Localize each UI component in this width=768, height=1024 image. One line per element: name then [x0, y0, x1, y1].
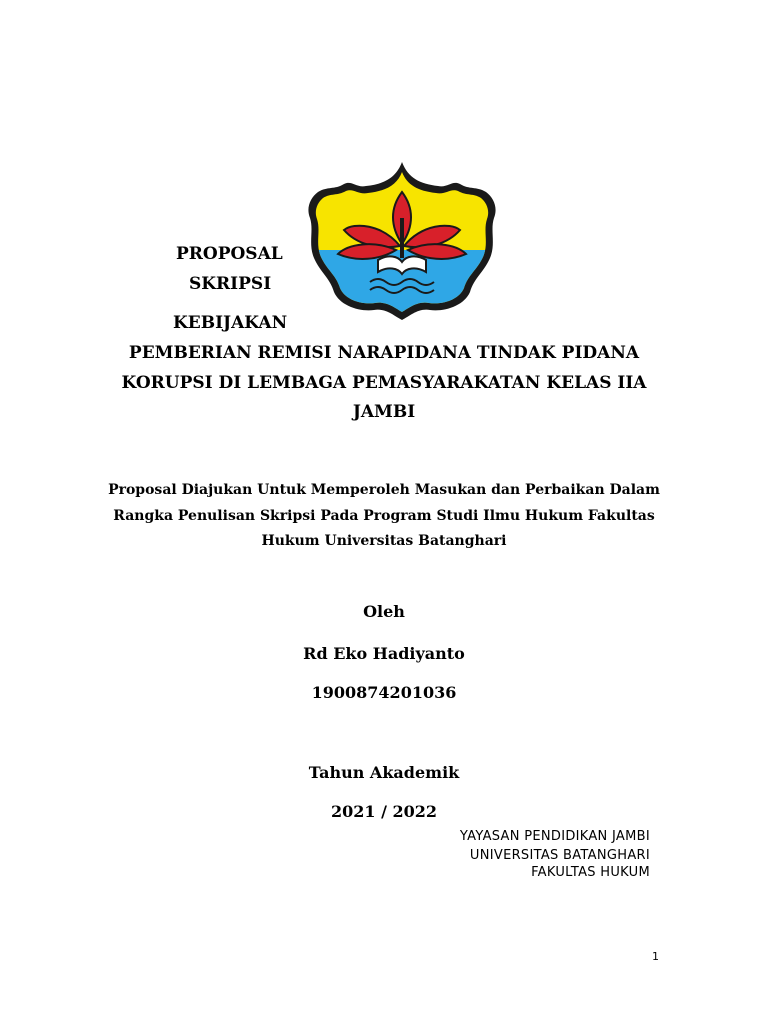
institution-faculty: FAKULTAS HUKUM: [531, 865, 650, 880]
author-name: Rd Eko Hadiyanto: [303, 644, 465, 663]
purpose-line-3: Hukum Universitas Batanghari: [261, 533, 507, 549]
title-lead: KEBIJAKAN: [173, 313, 288, 333]
university-logo: [304, 160, 500, 322]
academic-year-label: Tahun Akademik: [308, 763, 460, 782]
doc-subtype-label: SKRIPSI: [189, 274, 272, 294]
student-id: 1900874201036: [311, 683, 457, 702]
institution-university: UNIVERSITAS BATANGHARI: [469, 848, 650, 863]
purpose-line-1: Proposal Diajukan Untuk Memperoleh Masukan dan Perbaikan Dalam: [108, 482, 660, 498]
by-label: Oleh: [363, 602, 405, 621]
institution-foundation: YAYASAN PENDIDIKAN JAMBI: [459, 829, 650, 844]
doc-type-label: PROPOSAL: [176, 244, 283, 264]
logo-stem: [400, 218, 404, 258]
academic-year-value: 2021 / 2022: [330, 802, 438, 821]
title-line-1: PEMBERIAN REMISI NARAPIDANA TINDAK PIDANA: [128, 343, 640, 363]
title-line-2: KORUPSI DI LEMBAGA PEMASYARAKATAN KELAS IIA: [121, 373, 647, 393]
title-line-3: JAMBI: [352, 402, 416, 422]
page-number: 1: [652, 950, 659, 963]
purpose-line-2: Rangka Penulisan Skripsi Pada Program Studi Ilmu Hukum Fakultas: [113, 508, 655, 524]
